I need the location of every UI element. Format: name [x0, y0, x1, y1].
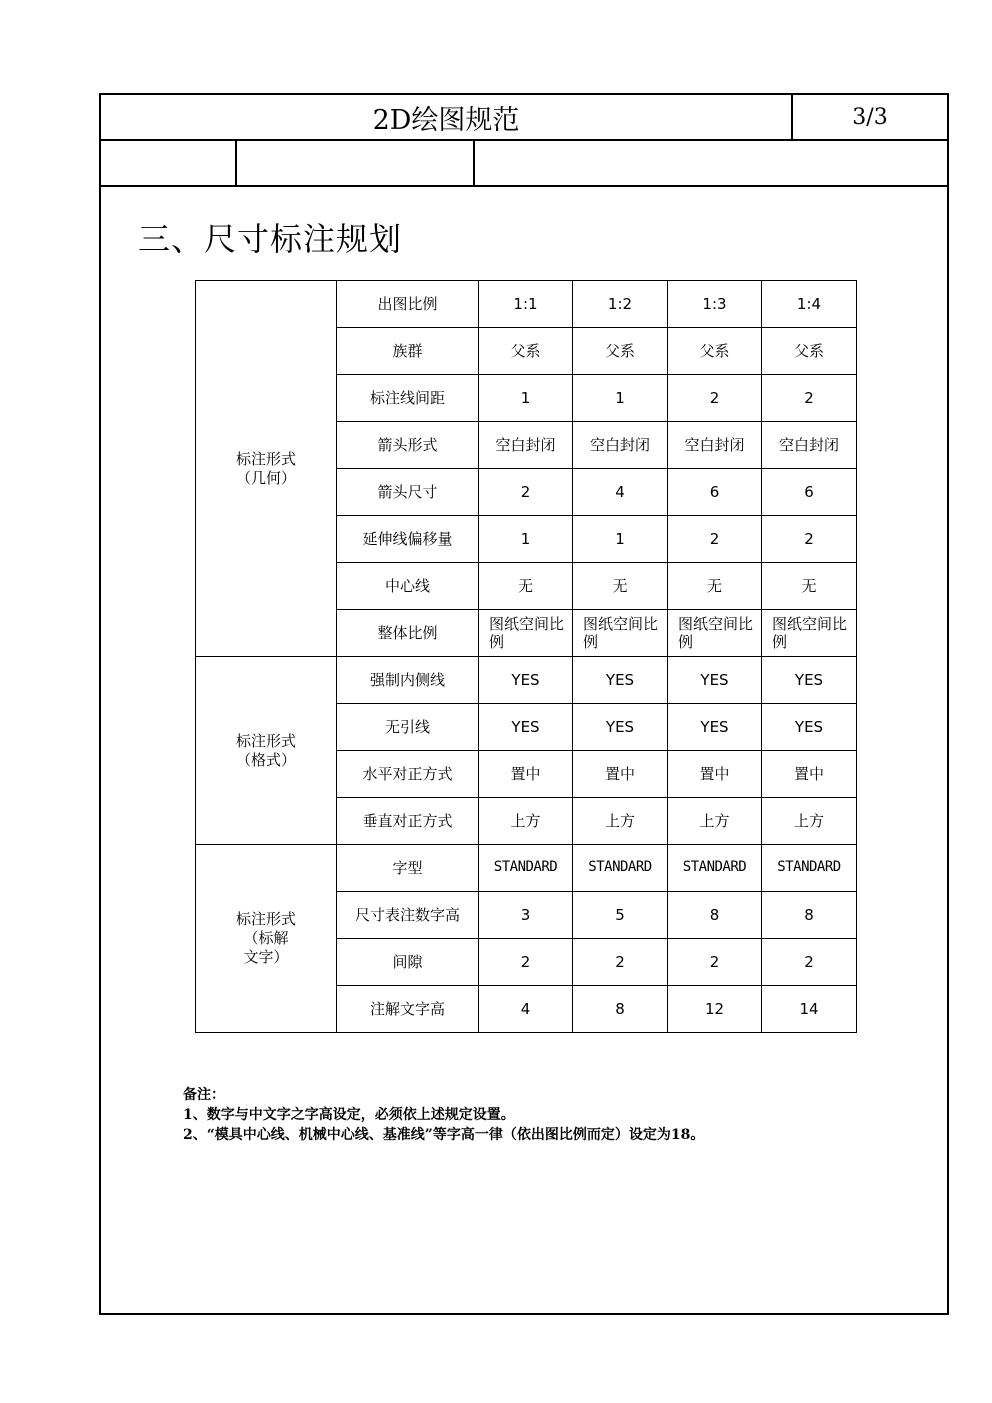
value-cell: 图纸空间比例 — [762, 610, 857, 657]
value-cell: 空白封闭 — [762, 422, 857, 469]
value-cell: 置中 — [668, 751, 762, 798]
group-label-line: 标注形式 — [235, 910, 296, 929]
item-label: 水平对正方式 — [337, 751, 479, 798]
item-label: 箭头尺寸 — [337, 469, 479, 516]
item-label: 间隙 — [337, 939, 479, 986]
value-cell: 无 — [573, 563, 668, 610]
value-cell: 8 — [668, 892, 762, 939]
value-cell: YES — [479, 704, 573, 751]
item-label: 无引线 — [337, 704, 479, 751]
group-label-line: 标注形式 — [235, 449, 296, 468]
value-cell: YES — [668, 704, 762, 751]
value-cell: 1 — [479, 516, 573, 563]
value-cell: 空白封闭 — [573, 422, 668, 469]
value-cell: 6 — [762, 469, 857, 516]
value-cell: 空白封闭 — [479, 422, 573, 469]
value-cell: YES — [573, 704, 668, 751]
header-info-row — [101, 141, 947, 187]
section-title: 三、尺寸标注规划 — [138, 220, 403, 258]
group-label-line: 标注形式 — [235, 731, 296, 750]
table-row — [196, 657, 857, 704]
value-cell: 2 — [762, 939, 857, 986]
note-line: 1、数字与中文字之字高设定，必须依上述规定设置。 — [183, 1107, 515, 1123]
notes — [183, 1085, 704, 1145]
value-cell: 1 — [573, 516, 668, 563]
value-cell: 2 — [668, 939, 762, 986]
value-cell: 置中 — [573, 751, 668, 798]
value-cell: 无 — [668, 563, 762, 610]
value-cell: 8 — [762, 892, 857, 939]
value-cell: 2 — [479, 469, 573, 516]
value-cell: YES — [573, 657, 668, 704]
value-cell: 4 — [479, 986, 573, 1033]
item-label: 尺寸表注数字高 — [337, 892, 479, 939]
value-cell: 空白封闭 — [668, 422, 762, 469]
value-cell: 8 — [573, 986, 668, 1033]
value-cell: 2 — [668, 516, 762, 563]
item-label: 族群 — [337, 328, 479, 375]
value-cell: 图纸空间比例 — [668, 610, 762, 657]
group-label-line: 文字） — [243, 947, 289, 966]
value-cell: STANDARD — [479, 845, 573, 892]
group-label-line: （格式） — [235, 750, 296, 769]
value-cell: 置中 — [762, 751, 857, 798]
scale-value: 1:2 — [573, 281, 668, 328]
item-label: 延伸线偏移量 — [337, 516, 479, 563]
value-cell: YES — [668, 657, 762, 704]
notes-heading: 备注： — [183, 1087, 225, 1103]
value-cell: 无 — [762, 563, 857, 610]
header-cell-divider — [473, 141, 475, 185]
value-cell: 置中 — [479, 751, 573, 798]
value-cell: YES — [762, 657, 857, 704]
note-line: 2、“模具中心线、机械中心线、基准线”等字高一律（依出图比例而定）设定为18。 — [183, 1127, 705, 1143]
item-label: 标注线间距 — [337, 375, 479, 422]
value-cell: YES — [479, 657, 573, 704]
item-label: 字型 — [337, 845, 479, 892]
group-label-line: （标解 — [243, 929, 289, 948]
value-cell: STANDARD — [573, 845, 668, 892]
value-cell: 图纸空间比例 — [573, 610, 668, 657]
value-cell: 2 — [668, 375, 762, 422]
value-cell: 父系 — [479, 328, 573, 375]
value-cell: 父系 — [573, 328, 668, 375]
scale-header: 出图比例 — [337, 281, 479, 328]
group-label — [196, 281, 337, 657]
value-cell: STANDARD — [762, 845, 857, 892]
value-cell: 上方 — [668, 798, 762, 845]
scale-value: 1:1 — [479, 281, 573, 328]
document-title: 2D绘图规范 — [372, 104, 520, 136]
value-cell: 12 — [668, 986, 762, 1033]
value-cell: 4 — [573, 469, 668, 516]
header-cell-divider — [235, 141, 237, 185]
page-number: 3/3 — [852, 104, 888, 130]
table-row — [196, 845, 857, 892]
value-cell: 2 — [573, 939, 668, 986]
header-row — [101, 95, 947, 141]
value-cell: 5 — [573, 892, 668, 939]
dimension-spec-table — [195, 280, 857, 1033]
item-label: 注解文字高 — [337, 986, 479, 1033]
value-cell: 3 — [479, 892, 573, 939]
value-cell: 无 — [479, 563, 573, 610]
value-cell: 6 — [668, 469, 762, 516]
value-cell: YES — [762, 704, 857, 751]
item-label: 垂直对正方式 — [337, 798, 479, 845]
item-label: 整体比例 — [337, 610, 479, 657]
item-label: 中心线 — [337, 563, 479, 610]
scale-value: 1:3 — [668, 281, 762, 328]
scale-row — [196, 281, 857, 328]
item-label: 强制内侧线 — [337, 657, 479, 704]
scale-value: 1:4 — [762, 281, 857, 328]
value-cell: 上方 — [573, 798, 668, 845]
value-cell: 2 — [762, 516, 857, 563]
value-cell: 父系 — [668, 328, 762, 375]
value-cell: 上方 — [479, 798, 573, 845]
group-label-line: （几何） — [235, 468, 296, 487]
value-cell: 父系 — [762, 328, 857, 375]
item-label: 箭头形式 — [337, 422, 479, 469]
value-cell: 2 — [762, 375, 857, 422]
value-cell: 1 — [573, 375, 668, 422]
group-label — [196, 845, 337, 1033]
value-cell: 上方 — [762, 798, 857, 845]
group-label — [196, 657, 337, 845]
value-cell: 图纸空间比例 — [479, 610, 573, 657]
value-cell: STANDARD — [668, 845, 762, 892]
value-cell: 2 — [479, 939, 573, 986]
value-cell: 14 — [762, 986, 857, 1033]
value-cell: 1 — [479, 375, 573, 422]
